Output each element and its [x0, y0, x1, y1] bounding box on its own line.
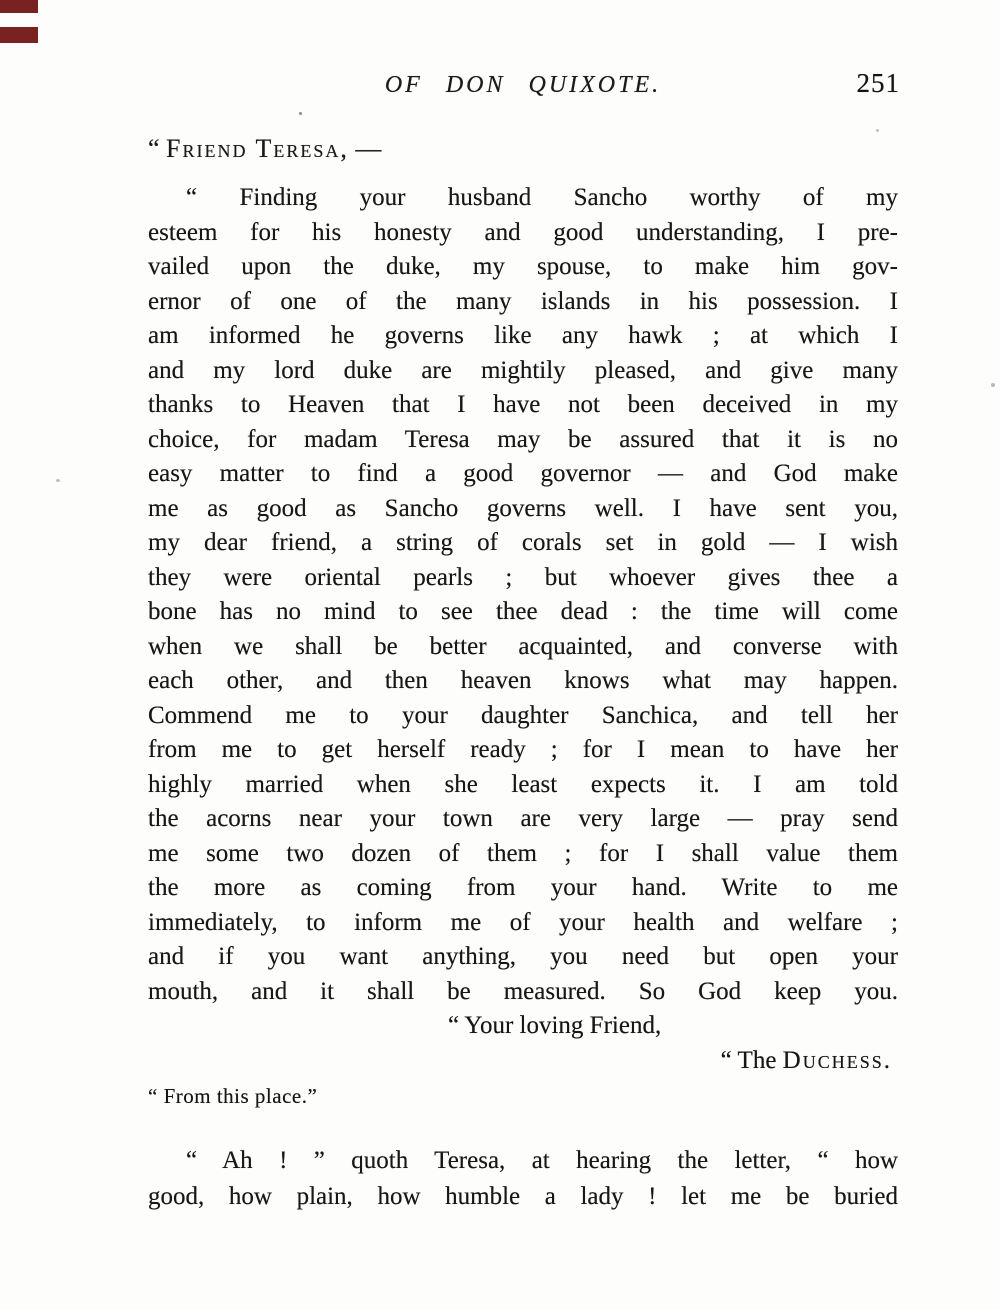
- letter-line: each other, and then heaven knows what may happen.: [148, 667, 898, 694]
- letter-line: me as good as Sancho governs well. I have sent you,: [148, 494, 898, 522]
- letter-line: the acorns near your town are very large — pray send: [148, 805, 898, 832]
- scan-artifact: [56, 479, 60, 482]
- letter-line: choice, for madam Teresa may be assured that it is no: [148, 425, 898, 453]
- letter-body: [148, 181, 898, 1009]
- salutation-open-quote: “: [148, 134, 167, 163]
- letter-line: my dear friend, a string of corals set in gold — I wish: [148, 529, 898, 556]
- scan-corner-mark-bottom: [0, 27, 38, 43]
- signature-prefix: “ The: [720, 1047, 783, 1074]
- letter-line: bone has no mind to see thee dead : the time will come: [148, 598, 898, 625]
- running-header-title: OF DON QUIXOTE.: [384, 72, 662, 98]
- letter-line: Commend me to your daughter Sanchica, and tell her: [148, 701, 898, 729]
- letter-line: when we shall be better acquainted, and converse with: [148, 632, 898, 660]
- letter-line: “ Finding your husband Sancho worthy of my: [186, 184, 898, 211]
- letter-line: mouth, and it shall be measured. So God keep you.: [148, 977, 898, 1005]
- letter-line: thanks to Heaven that I have not been deceived in my: [148, 391, 898, 418]
- letter-line: and my lord duke are mightily pleased, and give many: [148, 356, 898, 384]
- letter-line: ernor of one of the many islands in his possession. I: [148, 287, 898, 315]
- scan-artifact: [876, 129, 879, 132]
- letter-line: am informed he governs like any hawk ; at which I: [148, 322, 898, 349]
- scan-corner-mark-top: [0, 0, 38, 13]
- paragraph-line: good, how plain, how humble a lady ! let me be buried: [148, 1182, 898, 1210]
- scan-artifact: [991, 383, 995, 387]
- salutation-name: Friend Teresa,: [166, 134, 349, 163]
- letter-line: vailed upon the duke, my spouse, to make him gov-: [148, 253, 898, 280]
- signature-name: Duchess.: [782, 1047, 892, 1074]
- letter-line: they were oriental pearls ; but whoever gives thee a: [148, 563, 898, 591]
- letter-line: highly married when she least expects it. I am told: [148, 770, 898, 798]
- letter-line: me some two dozen of them ; for I shall value them: [148, 839, 898, 867]
- letter-closing-line: “ Your loving Friend,: [448, 1012, 662, 1039]
- letter-postscript: “ From this place.”: [148, 1084, 318, 1108]
- letter-line: esteem for his honesty and good understanding, I pre-: [148, 218, 898, 246]
- page-number: 251: [856, 68, 900, 98]
- letter-line: immediately, to inform me of your health and welfare ;: [148, 908, 898, 936]
- letter-line: and if you want anything, you need but open your: [148, 943, 898, 970]
- letter-line: the more as coming from your hand. Write to me: [148, 874, 898, 901]
- letter-line: from me to get herself ready ; for I mean to have her: [148, 736, 898, 763]
- letter-signature: [148, 1047, 892, 1075]
- letter-salutation: [148, 134, 381, 164]
- paragraph-line: “ Ah ! ” quoth Teresa, at hearing the letter, “ how: [186, 1147, 898, 1174]
- letter-line: easy matter to find a good governor — and God make: [148, 460, 898, 487]
- scan-artifact: [299, 112, 302, 115]
- salutation-dash: —: [348, 134, 382, 163]
- narrative-paragraph: [148, 1143, 898, 1214]
